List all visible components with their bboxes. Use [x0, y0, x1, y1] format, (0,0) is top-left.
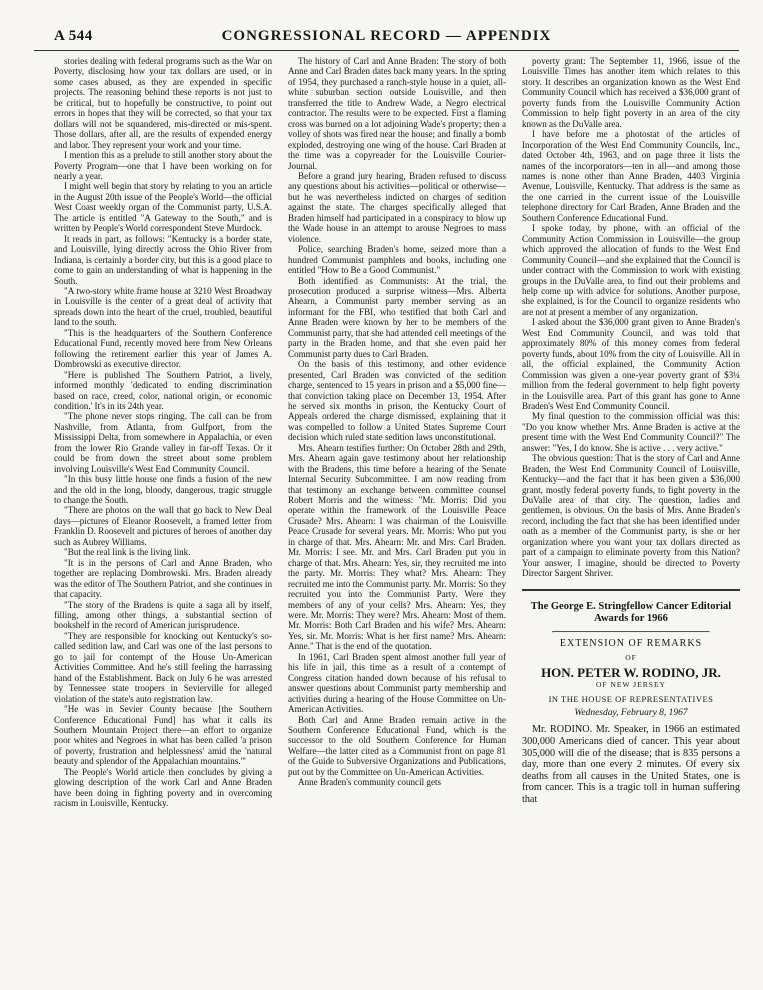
- paragraph: I asked about the $36,000 grant given to Anne Braden's West End Community Council, and was told that approximately 80% of this money comes from federal poverty funds, about 10% from the city of Louisville. All in all, the official explained, the Community Action Commission was given a one-year poverty grant of $3¼ million from the federal government to help fight poverty in the Louisville area. Part of this grant has gone to Anne Braden's West End Community Council.: [522, 317, 740, 411]
- paragraph: stories dealing with federal programs such as the War on Poverty, disclosing how your tax dollars are used, or in some cases abused, as they are expended in specific projects. The reasoning behind these reports is not just to be critical, but to hopefully be constructive, to point out errors in hopes that they will be corrected, so that your tax dollars will not be squandered, mis-directed or mis-spent. Those dollars, after all, are the results of expended energy and labor. They represent your work and your time.: [54, 56, 272, 150]
- extension-title: The George E. Stringfellow Cancer Editorial Awards for 1966: [530, 600, 732, 624]
- paragraph: I mention this as a prelude to still another story about the Poverty Program—one that I have been working on for nearly a year.: [54, 150, 272, 181]
- extension-of-label: OF: [625, 653, 637, 663]
- page-number: A 544: [54, 28, 93, 44]
- paragraph: "The phone never stops ringing. The call can be from Nashville, from Atlanta, from Gulfport, from the Mississippi Delta, from somewhere in Appalachia, or even from the lower Rio Grande valley in far-off Texas. Or it could be from down the street about some problem involving Louisville's West End Community Council.: [54, 411, 272, 474]
- paragraph: Mrs. Ahearn testifies further: On October 28th and 29th, Mrs. Ahearn again gave testimony about her relationship with the Bradens, this time before a hearing of the Senate Internal Security Subcommittee. I am now reading from that testimony an exchange between committee counsel Robert Morris and the witness: "Mr. Morris: Did you operate within the framework of the Louisville Peace Crusade? Mrs. Ahearn: I was chairman of the Louisville Peace Crusade for several years. Mr. Morris: Who put you in charge of that. Mrs. Ahearn: Mr. and Mrs. Carl Braden. Mr. Morris: I see. Mr. and Mrs. Carl Braden put you in charge of that. Mrs. Ahearn: Yes, sir, they recruited me into the party. Mr. Morris: They what? Mrs. Ahearn: They recruited me into the Communist party. Mr. Morris: So they recruited you into the Communist Party. Were they members of any of your cells? Mrs. Ahearn: Yes, they were. Mr. Morris: They were? Mrs. Ahearn: Most of them. Mr. Morris: Both Carl Braden and his wife? Mrs. Ahearn: Yes, sir. Mr. Morris: What is her first name? Mrs. Ahearn: Anne." That is the end of the quotation.: [288, 442, 506, 652]
- paragraph: Both identified as Communists: At the trial, the prosecution produced a surprise witness—Mrs. Alberta Ahearn, a Communist party member serving as an informant for the FBI, who testified that both Carl and Anne Braden were known by her to be members of the Communist party, that she had attended cell meetings of the party in the Braden home, and that she even paid her Communist party dues to Carl Braden.: [288, 275, 506, 359]
- house-label: IN THE HOUSE OF REPRESENTATIVES: [548, 694, 714, 705]
- paragraph: "But the real link is the living link.: [64, 547, 191, 558]
- paragraph: Police, searching Braden's home, seized more than a hundred Communist pamphlets and books, including one entitled "How to Be a Good Communist.": [288, 244, 506, 276]
- paragraph: "There are photos on the wall that go back to New Deal days—pictures of Eleanor Roosevelt, a framed letter from Franklin D. Roosevelt and pictures of heroes of another day such as Aubrey Williams.: [54, 505, 272, 547]
- paragraph: My final question to the commission official was this: "Do you know whether Mrs. Anne Braden is active at the present time with the West End Community Council?" The answer: "Yes, I do know. She is active . . . very active.": [522, 411, 740, 453]
- paragraph: "This is the headquarters of the Southern Conference Educational Fund, recently moved here from New Orleans following the retirement earlier this year of James A. Dombrowski as executive director.: [54, 327, 272, 370]
- paragraph: "A two-story white frame house at 3210 West Broadway in Louisville is the center of a great deal of activity that spreads down into the heart of the cruel, troubled, beautiful land to the south.: [54, 285, 272, 328]
- remarks-body: Mr. RODINO. Mr. Speaker, in 1966 an estimated 300,000 Americans died of cancer. This year about 305,000 will die of the disease; that is 835 persons a day, more than one every 2 minutes. Of every six deaths from all causes in the United States, one is from cancer. This is a tragic toll in human suffering that: [522, 724, 740, 805]
- title-rule: [552, 631, 710, 633]
- paragraph: I might well begin that story by relating to you an article in the August 20th issue of the People's World—the official West Coast weekly organ of the Communist party, U.S.A. The article is entitled "A Gateway to the South," and is written by People's World correspondent Steve Murdock.: [54, 181, 272, 234]
- paragraph: "In this busy little house one finds a fusion of the new and the old in the long, bloody, dangerous, tragic struggle to change the South.: [54, 474, 272, 506]
- paragraph: I spoke today, by phone, with an official of the Community Action Commission in Louisville—the group which approved the allocation of funds to the West End Community Council—and she explained that the Council is under contract with the Commission to work with existing groups in the DuValle area, to find out their problems and help come up with advice for solutions. Another purpose, she explained, is for the Council to organize residents who are not at present a member of any organization.: [522, 223, 740, 317]
- paragraph: Anne Braden's community council gets: [298, 777, 442, 788]
- representative-state: OF NEW JERSEY: [596, 680, 666, 690]
- paragraph: "The story of the Bradens is quite a saga all by itself, filling, among other things, a substantial section of bookshelf in the record of American jurisprudence.: [54, 599, 272, 631]
- paragraph: "Here is published The Southern Patriot, a lively, informed monthly 'dedicated to ending discrimination based on race, creed, color, national origin, or economic condition.' It's in its 24th year.: [54, 369, 272, 411]
- paragraph: Before a grand jury hearing, Braden refused to discuss any questions about his activities—political or otherwise—but he was nevertheless indicted on charges of sedition against the state. The charges specifically alleged that Braden himself had participated in a conspiracy to blow up the Wade house in an attempt to arouse Negroes to mass violence.: [288, 170, 506, 244]
- column-1: [54, 56, 272, 976]
- paragraph: The history of Carl and Anne Braden: The story of both Anne and Carl Braden dates back many years. In the spring of 1954, they purchased a ranch-style house in a quiet, all-white suburban section outside Louisville, and then transferred the title to Andrew Wade, a Negro electrical contractor. The results were to be expected. First a flaming cross was burned on a lot adjoining Wade's property; then a volley of shots was fired near the house; and finally a bomb exploded, destroying one wing of the house. Carl Braden at the time was a copyreader for the Louisville Courier-Journal.: [288, 56, 506, 171]
- paragraph: "It is in the persons of Carl and Anne Braden, who together are replacing Dombrowski. Mrs. Braden already was the editor of The Southern Patriot, and she continues in that capacity.: [54, 557, 272, 600]
- paragraph: On the basis of this testimony, and other evidence presented, Carl Braden was convicted of the sedition charge, sentenced to 15 years in prison and a $5,000 fine—that conviction taking place on December 13, 1954. After he served six months in prison, the Kentucky Court of Appeals ordered the charge dismissed, explaining that it was compelled to follow a United States Supreme Court decision which ruled state sedition laws unconstitutional.: [288, 359, 506, 443]
- remarks-date: Wednesday, February 8, 1967: [574, 707, 688, 718]
- paragraph: Both Carl and Anne Braden remain active in the Southern Conference Educational Fund, which is the successor to the old Southern Conference for Human Welfare—the latter cited as a Communist front on page 81 of the Guide to Subversive Organizations and Publications, put out by the Committee on Un-American Activities.: [288, 714, 506, 777]
- paragraph: poverty grant: The September 11, 1966, issue of the Louisville Times has another item which relates to this story. It describes an organization known as the West End Community Council which has received a $36,000 grant of poverty funds from the Louisville Community Action Commission to help fight poverty in an area of the city known as the DuValle area.: [522, 56, 740, 129]
- paragraph: It reads in part, as follows: "Kentucky is a border state, and Louisville, lying directly across the Ohio River from Indiana, is certainly a border city, but this is a good place to come to gain an understanding of what is happening in the South.: [54, 233, 272, 286]
- header-title: CONGRESSIONAL RECORD — APPENDIX: [221, 28, 552, 44]
- paragraph: The People's World article then concludes by giving a glowing description of the work Carl and Anne Braden have been doing in fighting poverty and in overcoming racism in Louisville, Kentucky.: [54, 766, 272, 809]
- representative-name: HON. PETER W. RODINO, JR.: [541, 664, 721, 680]
- paragraph: "They are responsible for knocking out Kentucky's so-called sedition law, and Carl was one of the last persons to go to jail for contempt of the House Un-American Activities Committee. And he's still feeling the harrassing hand of the Establishment. Back on July 6 he was arrested by Tennessee state troopers in Sevierville for alleged violation of the state's auto registration law.: [54, 630, 272, 704]
- section-divider: [522, 589, 740, 591]
- column-2: [288, 56, 506, 976]
- column-3: [522, 56, 740, 976]
- columns: [54, 56, 740, 976]
- paragraph: "He was in Sevier County because [the Southern Conference Educational Fund] has what it calls its Southern Mountain Project there—an effort to organize poor whites and Negroes in what has been called 'a prison of poverty, frustration and helplessness' amid the 'natural beauty and splendor of the Appalachian mountains.'": [54, 704, 272, 767]
- extension-remarks-label: EXTENSION OF REMARKS: [559, 637, 703, 649]
- extension-of-remarks: [522, 601, 740, 806]
- page-header: [34, 28, 739, 51]
- paragraph: The obvious question: That is the story of Carl and Anne Braden, the West End Community Council of Louisville, Kentucky—and the fact that it has been given a $36,000 grant, mostly federal poverty funds, to fight poverty in the DuValle area of that city. The question, ladies and gentlemen, is obvious. On the basis of Mrs. Anne Braden's record, including the fact that she has been identified under oath as a member of the Communist party, is she or her organization where you want your tax dollars directed as part of a campaign to eliminate poverty from this Nation? Your answer, I imagine, should be directed to Poverty Director Sargent Shriver.: [522, 453, 740, 579]
- paragraph: In 1961, Carl Braden spent almost another full year of his life in jail, this time as a result of a contempt of Congress citation handed down because of his refusal to answer questions about Communist party membership and activities during a hearing of the House Committee on Un-American Activities.: [288, 651, 506, 715]
- paragraph: I have before me a photostat of the articles of Incorporation of the West End Community Councils, Inc., dated October 4th, 1963, and on page three it lists the names of the incorporators—ten in all—and among those names is none other than Anne Braden, 4403 Virginia Avenue, Louisville, Kentucky. That address is the same as the one carried in the current issue of the Louisville telephone directory for Carl Braden, Anne Braden and the Southern Conference Educational Fund.: [522, 129, 740, 223]
